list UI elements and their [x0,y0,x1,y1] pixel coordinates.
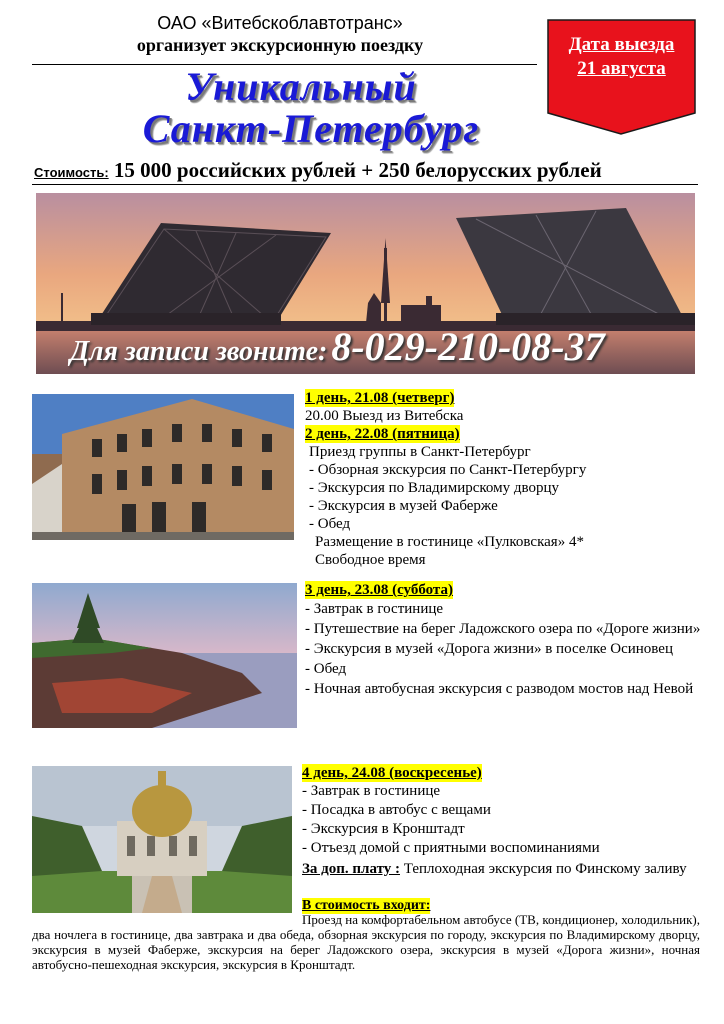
day-3-line: - Обед [305,661,347,677]
extra-cost-label: За доп. плату : [302,861,400,877]
day-3-line: - Путешествие на берег Ладожского озера по «Дороге жизни» [305,621,701,637]
departure-date-badge [547,19,696,135]
days-1-2-block [305,389,705,569]
day-2-line: - Экскурсия в музей Фаберже [309,498,498,514]
price-value: 15 000 российских рублей + 250 белорусских рублей [113,158,602,182]
price-label: Стоимость: [34,165,109,180]
day-3-block [305,581,705,699]
day-4-line: - Завтрак в гостинице [302,783,441,799]
call-label: Для записи звоните: [70,336,328,367]
day-4-heading: 4 день, 24.08 (воскресенье) [302,765,482,781]
day-2-line: - Обед [309,516,351,532]
kronstadt-cathedral-photo [32,766,292,913]
day-2-line: Свободное время [315,552,426,568]
included-text: Проезд на комфортабельном автобусе (ТВ, кондиционер, холодильник), два ночлега в гостинице, два завтрака и два обеда, обзорная экскурсия по городу, экскурсия по Владимирскому дворцу, экскурсия в музей Фаберже, экскурсия на берег Ладожского озера, экскурсия в музей «Дорога жизни», ночная автобусно-пешеходная экскурсия, экскурсия в Кронштадт. [32,912,700,972]
badge-line-2: 21 августа [577,58,666,79]
price-line [34,157,704,186]
included-heading: В стоимость входит: [302,898,431,913]
page-title [36,66,566,150]
day-1-line: 20.00 Выезд из Витебска [305,408,464,424]
day-4-block [302,764,702,858]
badge-text [547,33,696,81]
extra-cost-text: Теплоходная экскурсия по Финскому заливу [403,861,687,877]
extra-cost-note [302,860,702,878]
day-4-line: - Отъезд домой с приятными воспоминаниями [302,840,600,856]
day-3-heading: 3 день, 23.08 (суббота) [305,582,453,598]
contact-call-text [70,323,690,370]
day-3-line: - Завтрак в гостинице [305,601,444,617]
day-1-heading: 1 день, 21.08 (четверг) [305,390,455,406]
day-4-line: - Экскурсия в Кронштадт [302,821,465,837]
title-line-2: Санкт-Петербург [142,106,480,151]
vladimir-palace-photo [32,394,294,540]
day-2-line: - Экскурсия по Владимирскому дворцу [309,480,560,496]
price-divider [32,184,698,185]
organizer-name: ОАО «Витебскоблавтотранс» [157,13,403,33]
ladoga-lake-photo [32,583,297,728]
day-2-heading: 2 день, 22.08 (пятница) [305,426,460,442]
organizer-block [130,12,430,56]
day-2-line: Размещение в гостинице «Пулковская» 4* [315,534,584,550]
phone-number: 8-029-210-08-37 [331,324,605,369]
included-details [32,912,700,972]
day-3-line: - Экскурсия в музей «Дорога жизни» в поселке Осиновец [305,641,673,657]
day-2-line: Приезд группы в Санкт-Петербург [309,444,531,460]
title-line-1: Уникальный [185,64,417,109]
day-4-line: - Посадка в автобус с вещами [302,802,491,818]
badge-line-1: Дата выезда [568,34,675,55]
organizer-subline: организует экскурсионную поездку [136,35,424,55]
day-2-line: - Обзорная экскурсия по Санкт-Петербургу [309,462,587,478]
day-3-line: - Ночная автобусная экскурсия с разводом мостов над Невой [305,681,694,697]
